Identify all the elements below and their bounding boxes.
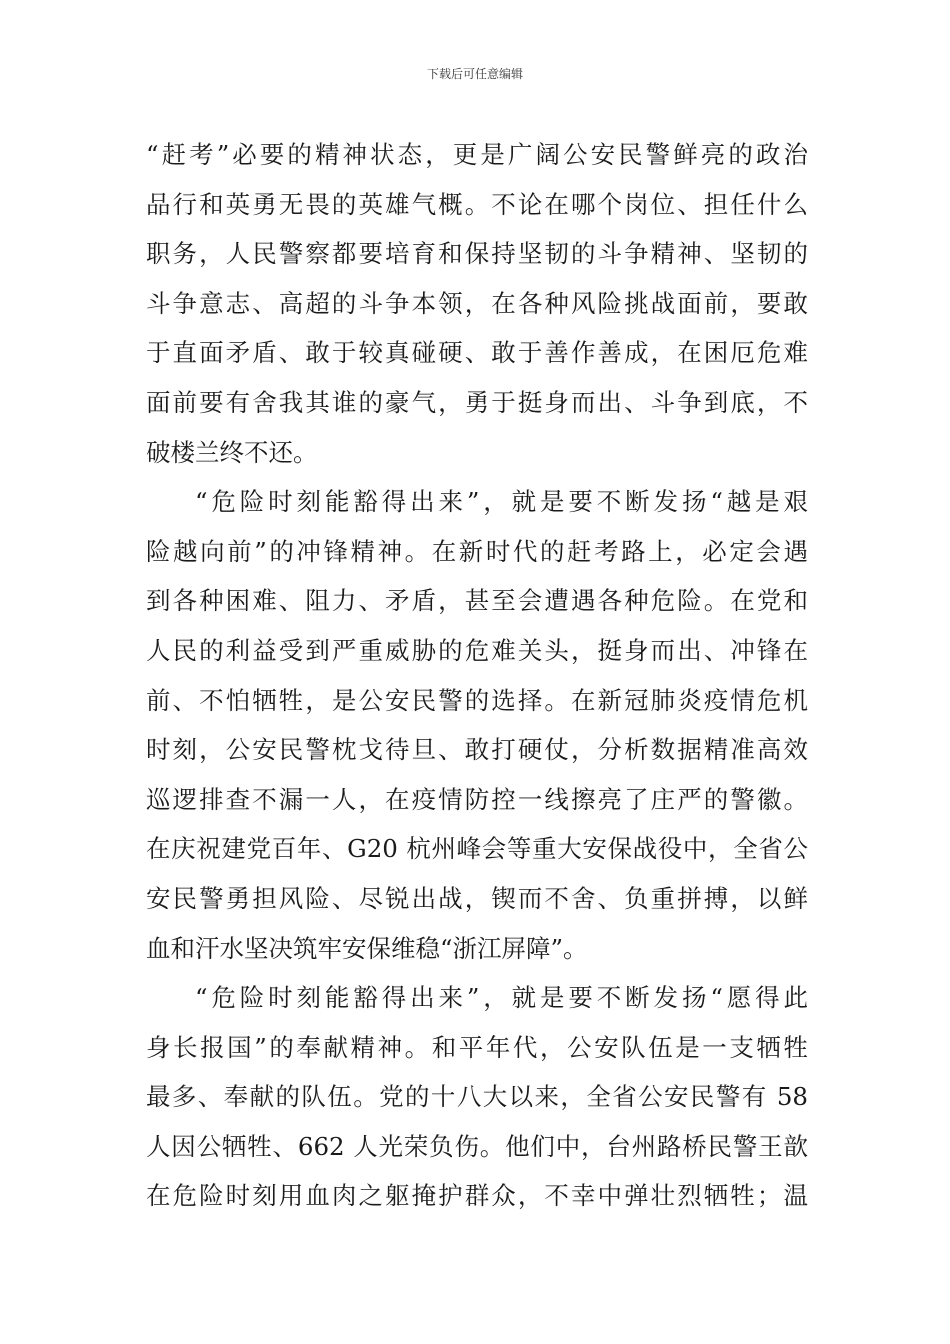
text-line: “危险时刻能豁得出来”，就是要不断发扬“越是艰	[195, 487, 808, 517]
text-line: 在危险时刻用血肉之躯掩护群众，不幸中弹壮烈牺牲；温	[146, 1181, 808, 1211]
text-line: 破楼兰终不还。	[146, 437, 318, 467]
text-line: 前、不怕牺牲，是公安民警的选择。在新冠肺炎疫情危机	[146, 685, 808, 715]
text-line: 职务，人民警察都要培育和保持坚韧的斗争精神、坚韧的	[146, 239, 808, 269]
text-line: 时刻，公安民警枕戈待旦、敢打硬仗，分析数据精准高效	[146, 735, 808, 765]
text-line: 面前要有舍我其谁的豪气，勇于挺身而出、斗争到底，不	[146, 387, 808, 417]
paragraph	[146, 477, 808, 973]
text-line: 身长报国”的奉献精神。和平年代，公安队伍是一支牺牲	[146, 1032, 808, 1062]
paragraph	[146, 130, 808, 477]
page-header: 下载后可任意编辑	[426, 67, 523, 81]
text-line: 险越向前”的冲锋精神。在新时代的赶考路上，必定会遇	[146, 536, 808, 566]
text-line: “危险时刻能豁得出来”，就是要不断发扬“愿得此	[195, 983, 808, 1013]
text-line: “赶考”必要的精神状态，更是广阔公安民警鲜亮的政治	[146, 140, 808, 169]
text-line: 品行和英勇无畏的英雄气概。不论在哪个岗位、担任什么	[146, 189, 808, 219]
text-line: 人民的利益受到严重威胁的危难关头，挺身而出、冲锋在	[146, 635, 808, 665]
text-line: 巡逻排查不漏一人，在疫情防控一线擦亮了庄严的警徽。	[146, 784, 808, 814]
text-line: 安民警勇担风险、尽锐出战，锲而不舍、负重拼搏，以鲜	[146, 883, 808, 913]
text-line: 人因公牺牲、662 人光荣负伤。他们中，台州路桥民警王歆	[146, 1131, 808, 1161]
text-line: 在庆祝建党百年、G20 杭州峰会等重大安保战役中，全省公	[146, 834, 808, 864]
paragraph	[146, 973, 808, 1221]
text-line: 于直面矛盾、敢于较真碰硬、敢于善作善成，在困厄危难	[146, 338, 808, 368]
document-body	[146, 130, 808, 1221]
text-line: 血和汗水坚决筑牢安保维稳“浙江屏障”。	[146, 933, 588, 963]
text-line: 斗争意志、高超的斗争本领，在各种风险挑战面前，要敢	[146, 288, 808, 318]
text-line: 到各种困难、阻力、矛盾，甚至会遭遇各种危险。在党和	[146, 586, 808, 616]
text-line: 最多、奉献的队伍。党的十八大以来，全省公安民警有 58	[146, 1082, 808, 1112]
